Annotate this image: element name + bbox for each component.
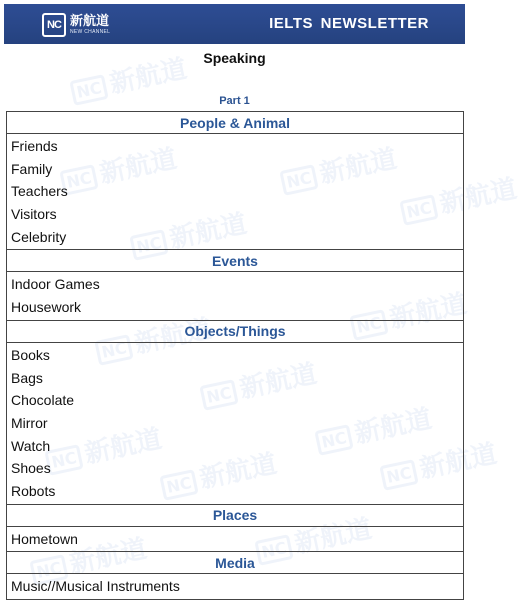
watermark: NC 新航道 (127, 203, 249, 264)
section-heading: People & Animal (7, 112, 464, 134)
page-title: Speaking (203, 50, 266, 66)
list-item: Visitors (11, 206, 57, 223)
watermark: NC 新航道 (377, 433, 499, 494)
list-item: Teachers (11, 183, 68, 200)
logo-chinese-name: 新航道 (70, 14, 110, 29)
section-header-objects-things (7, 320, 464, 342)
list-item: Housework (11, 299, 82, 316)
list-item: Watch (11, 437, 51, 454)
list-item: Shoes (11, 460, 51, 477)
watermark: NC 新航道 (277, 138, 399, 199)
items-cell (7, 342, 464, 504)
watermark: NC 新航道 (252, 508, 374, 569)
watermark: NC 新航道 (157, 443, 279, 504)
logo-english-name: NEW CHANNEL (70, 29, 111, 35)
list-item: Robots (11, 482, 56, 499)
part-label: Part 1 (219, 95, 250, 107)
list-item: Family (11, 160, 53, 177)
watermark: NC 新航道 (67, 48, 189, 109)
watermark: NC 新航道 (197, 353, 319, 414)
section-heading: Media (7, 552, 464, 574)
section-heading: Places (7, 504, 464, 526)
watermark: NC 新航道 (92, 308, 214, 369)
logo (42, 10, 110, 40)
section-items-people-animal (7, 134, 464, 250)
watermark: NC 新航道 (42, 418, 164, 479)
list-item: Bags (11, 369, 43, 386)
watermark: NC 新航道 (347, 283, 469, 344)
section-heading: Objects/Things (7, 320, 464, 342)
list-item: Friends (11, 138, 58, 154)
section-items-events (7, 272, 464, 320)
items-cell (7, 574, 464, 600)
watermark: NC 新航道 (57, 138, 179, 199)
watermark: NC 新航道 (312, 398, 434, 459)
items-cell (7, 526, 464, 552)
list-item: Celebrity (11, 228, 67, 245)
section-header-places (7, 504, 464, 526)
header-bar (4, 4, 465, 44)
list-item: Hometown (11, 530, 78, 547)
logo-mark: NC (42, 13, 66, 37)
section-items-places (7, 526, 464, 552)
section-items-objects-things (7, 342, 464, 504)
watermark: NC 新航道 (27, 528, 149, 589)
section-header-events (7, 250, 464, 272)
list-item: Books (11, 346, 50, 363)
list-item: Mirror (11, 414, 48, 431)
watermark: NC 新航道 (397, 168, 519, 229)
newsletter-title: IELTS NEWSLETTER (269, 15, 429, 32)
items-cell (7, 134, 464, 250)
list-item: Music//Musical Instruments (11, 578, 180, 595)
list-item: Indoor Games (11, 276, 100, 293)
section-items-media (7, 574, 464, 600)
section-header-people-animal (7, 112, 464, 134)
section-header-media (7, 552, 464, 574)
section-heading: Events (7, 250, 464, 272)
list-item: Chocolate (11, 392, 75, 409)
logo-text (70, 15, 110, 35)
items-cell (7, 272, 464, 320)
topic-table (6, 111, 464, 600)
